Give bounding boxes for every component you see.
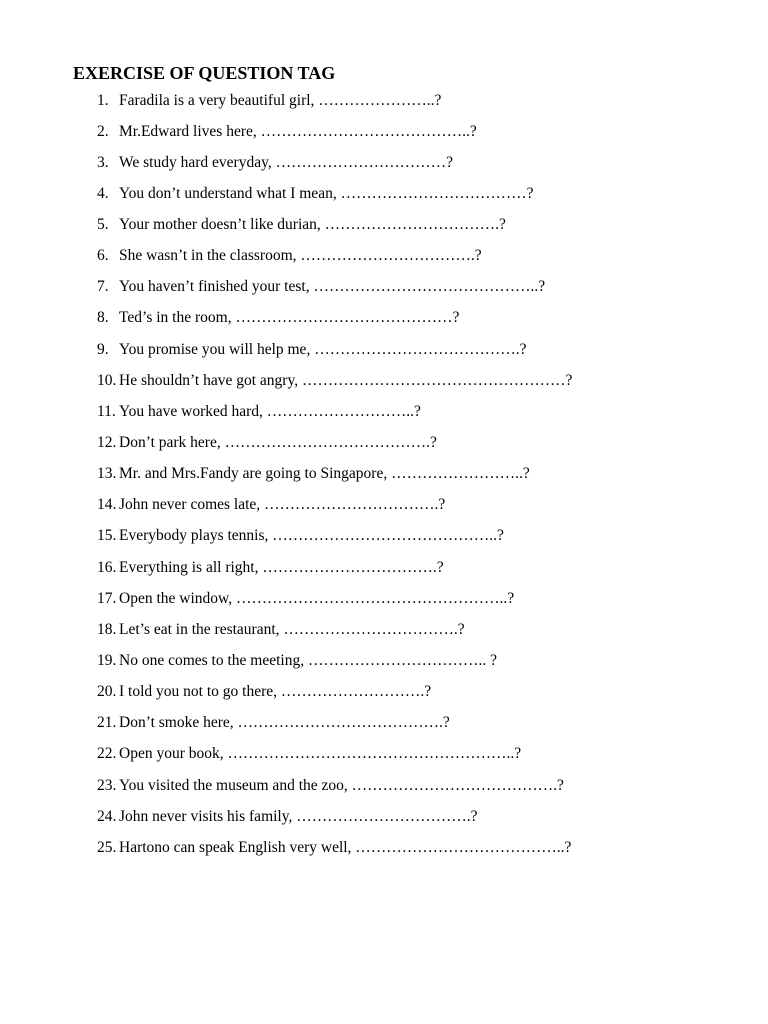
question-number: 5. [97, 216, 109, 234]
question-item [0, 365, 768, 396]
question-item [0, 302, 768, 333]
question-number: 23. [97, 776, 117, 794]
question-text: He shouldn’t have got angry, ……………………………………………? [119, 371, 573, 389]
question-text: Don’t park here, ………………………………….? [119, 434, 437, 452]
question-text: She wasn’t in the classroom, …………………………….? [119, 247, 482, 265]
question-text: Mr. and Mrs.Fandy are going to Singapore, ……………………..? [119, 465, 530, 483]
question-number: 11. [97, 402, 116, 420]
question-number: 10. [97, 371, 117, 389]
question-number: 19. [97, 652, 117, 670]
question-item [0, 583, 768, 614]
question-item [0, 645, 768, 676]
question-item [0, 832, 768, 863]
question-number: 7. [97, 278, 109, 296]
question-item [0, 801, 768, 832]
question-item [0, 676, 768, 707]
question-text: You promise you will help me, ………………………………….? [119, 340, 527, 358]
question-text: You have worked hard, ………………………..? [119, 402, 421, 420]
question-item [0, 240, 768, 271]
question-item [0, 85, 768, 116]
question-item [0, 458, 768, 489]
question-number: 24. [97, 807, 117, 825]
question-number: 16. [97, 558, 117, 576]
question-text: Ted’s in the room, ……………………………………? [119, 309, 460, 327]
question-number: 14. [97, 496, 117, 514]
question-number: 4. [97, 184, 109, 202]
question-item [0, 271, 768, 302]
question-list [0, 85, 768, 864]
question-item [0, 614, 768, 645]
question-number: 20. [97, 683, 117, 701]
question-item [0, 116, 768, 147]
question-item [0, 738, 768, 769]
question-text: Open your book, ………………………………………………..? [119, 745, 522, 763]
question-text: You don’t understand what I mean, ………………………………? [119, 184, 534, 202]
question-text: Don’t smoke here, ………………………………….? [119, 714, 450, 732]
question-number: 25. [97, 838, 117, 856]
question-text: Hartono can speak English very well, …………………………………..? [119, 838, 572, 856]
question-text: Everybody plays tennis, ……………………………………..? [119, 527, 504, 545]
question-text: You haven’t finished your test, ……………………………………..? [119, 278, 546, 296]
question-item [0, 178, 768, 209]
question-number: 3. [97, 153, 109, 171]
question-item [0, 427, 768, 458]
question-number: 22. [97, 745, 117, 763]
question-number: 12. [97, 434, 117, 452]
question-text: You visited the museum and the zoo, ………………………………….? [119, 776, 564, 794]
question-item [0, 707, 768, 738]
question-text: John never visits his family, …………………………….? [119, 807, 478, 825]
question-item [0, 209, 768, 240]
question-number: 8. [97, 309, 109, 327]
question-number: 13. [97, 465, 117, 483]
question-item [0, 147, 768, 178]
question-text: Mr.Edward lives here, …………………………………..? [119, 122, 477, 140]
question-number: 15. [97, 527, 117, 545]
question-item [0, 334, 768, 365]
question-item [0, 552, 768, 583]
question-text: Let’s eat in the restaurant, …………………………….? [119, 620, 465, 638]
question-number: 1. [97, 91, 109, 109]
page-title: EXERCISE OF QUESTION TAG [73, 63, 336, 83]
question-item [0, 489, 768, 520]
question-text: Open the window, ……………………………………………..? [119, 589, 515, 607]
question-text: We study hard everyday, ……………………………? [119, 153, 453, 171]
question-text: I told you not to go there, ……………………….? [119, 683, 432, 701]
question-number: 9. [97, 340, 109, 358]
question-text: Everything is all right, …………………………….? [119, 558, 444, 576]
question-number: 17. [97, 589, 117, 607]
question-item [0, 520, 768, 551]
question-text: Your mother doesn’t like durian, …………………………….? [119, 216, 506, 234]
question-item [0, 770, 768, 801]
question-text: Faradila is a very beautiful girl, …………………..? [119, 91, 442, 109]
question-text: No one comes to the meeting, …………………………….. ? [119, 652, 497, 670]
question-number: 18. [97, 620, 117, 638]
question-number: 2. [97, 122, 109, 140]
question-number: 6. [97, 247, 109, 265]
question-number: 21. [97, 714, 117, 732]
question-item [0, 396, 768, 427]
question-text: John never comes late, …………………………….? [119, 496, 446, 514]
